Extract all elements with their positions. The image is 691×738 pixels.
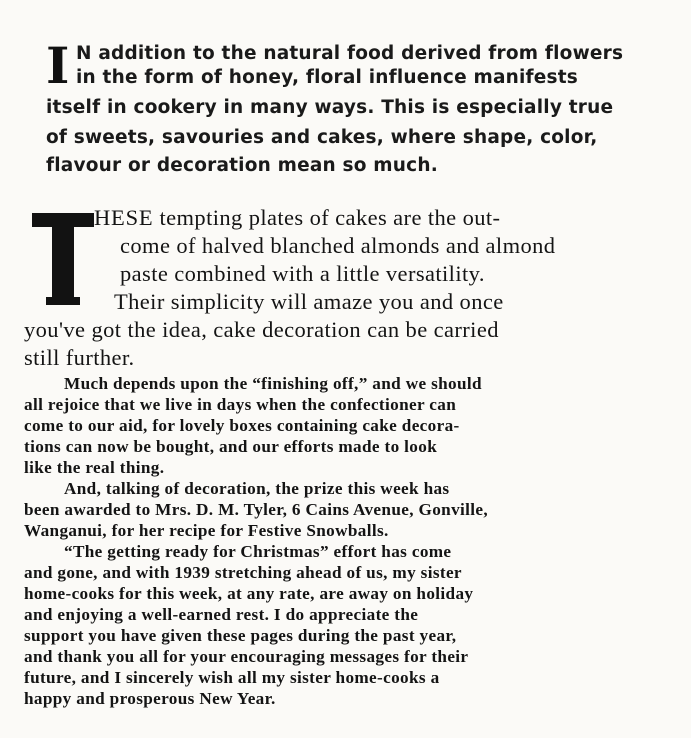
lead-line: you've got the idea, cake decoration can be carried	[24, 317, 499, 342]
body-line: And, talking of decoration, the prize this week has	[64, 479, 450, 498]
dropcap-foot	[46, 297, 80, 305]
lead-first-caps: HESE	[94, 205, 154, 230]
body-line: home-cooks for this week, at any rate, are away on holiday	[24, 584, 474, 603]
body-line: like the real thing.	[24, 458, 165, 477]
body-line: future, and I sincerely wish all my sister home-cooks a	[24, 668, 440, 687]
lead-first-rest: tempting plates of cakes are the out-	[153, 205, 501, 230]
lead-line	[94, 205, 500, 231]
intro-line: of sweets, savouries and cakes, where shape, color,	[46, 127, 598, 148]
lead-line: Their simplicity will amaze you and once	[114, 289, 504, 314]
lead-line: paste combined with a little versatility.	[120, 261, 485, 286]
body-line: “The getting ready for Christmas” effort has come	[64, 542, 452, 561]
body-line: and thank you all for your encouraging messages for their	[24, 647, 469, 666]
body-line: tions can now be bought, and our efforts made to look	[24, 437, 438, 456]
intro-line: itself in cookery in many ways. This is especially true	[46, 97, 614, 118]
body-line: been awarded to Mrs. D. M. Tyler, 6 Cains Avenue, Gonville,	[24, 500, 489, 519]
lead-line: come of halved blanched almonds and almond	[120, 233, 556, 258]
body-line: Wanganui, for her recipe for Festive Snowballs.	[24, 521, 389, 540]
intro-initial-letter: I	[46, 36, 70, 95]
body-line: support you have given these pages during the past year,	[24, 626, 457, 645]
body-line: all rejoice that we live in days when the confectioner can	[24, 395, 457, 414]
body-line: come to our aid, for lovely boxes containing cake decora-	[24, 416, 460, 435]
body-line: and gone, and with 1939 stretching ahead of us, my sister	[24, 563, 462, 582]
dropcap-stem	[52, 225, 74, 305]
body-line: Much depends upon the “finishing off,” and we should	[64, 374, 482, 393]
lead-line: still further.	[24, 345, 135, 370]
dropcap-letter	[32, 213, 94, 305]
body-line: happy and prosperous New Year.	[24, 689, 276, 708]
intro-line: N addition to the natural food derived from flowers	[76, 43, 624, 64]
intro-line: flavour or decoration mean so much.	[46, 155, 438, 176]
body-line: and enjoying a well-earned rest. I do appreciate the	[24, 605, 419, 624]
intro-line: in the form of honey, floral influence manifests	[76, 67, 579, 88]
